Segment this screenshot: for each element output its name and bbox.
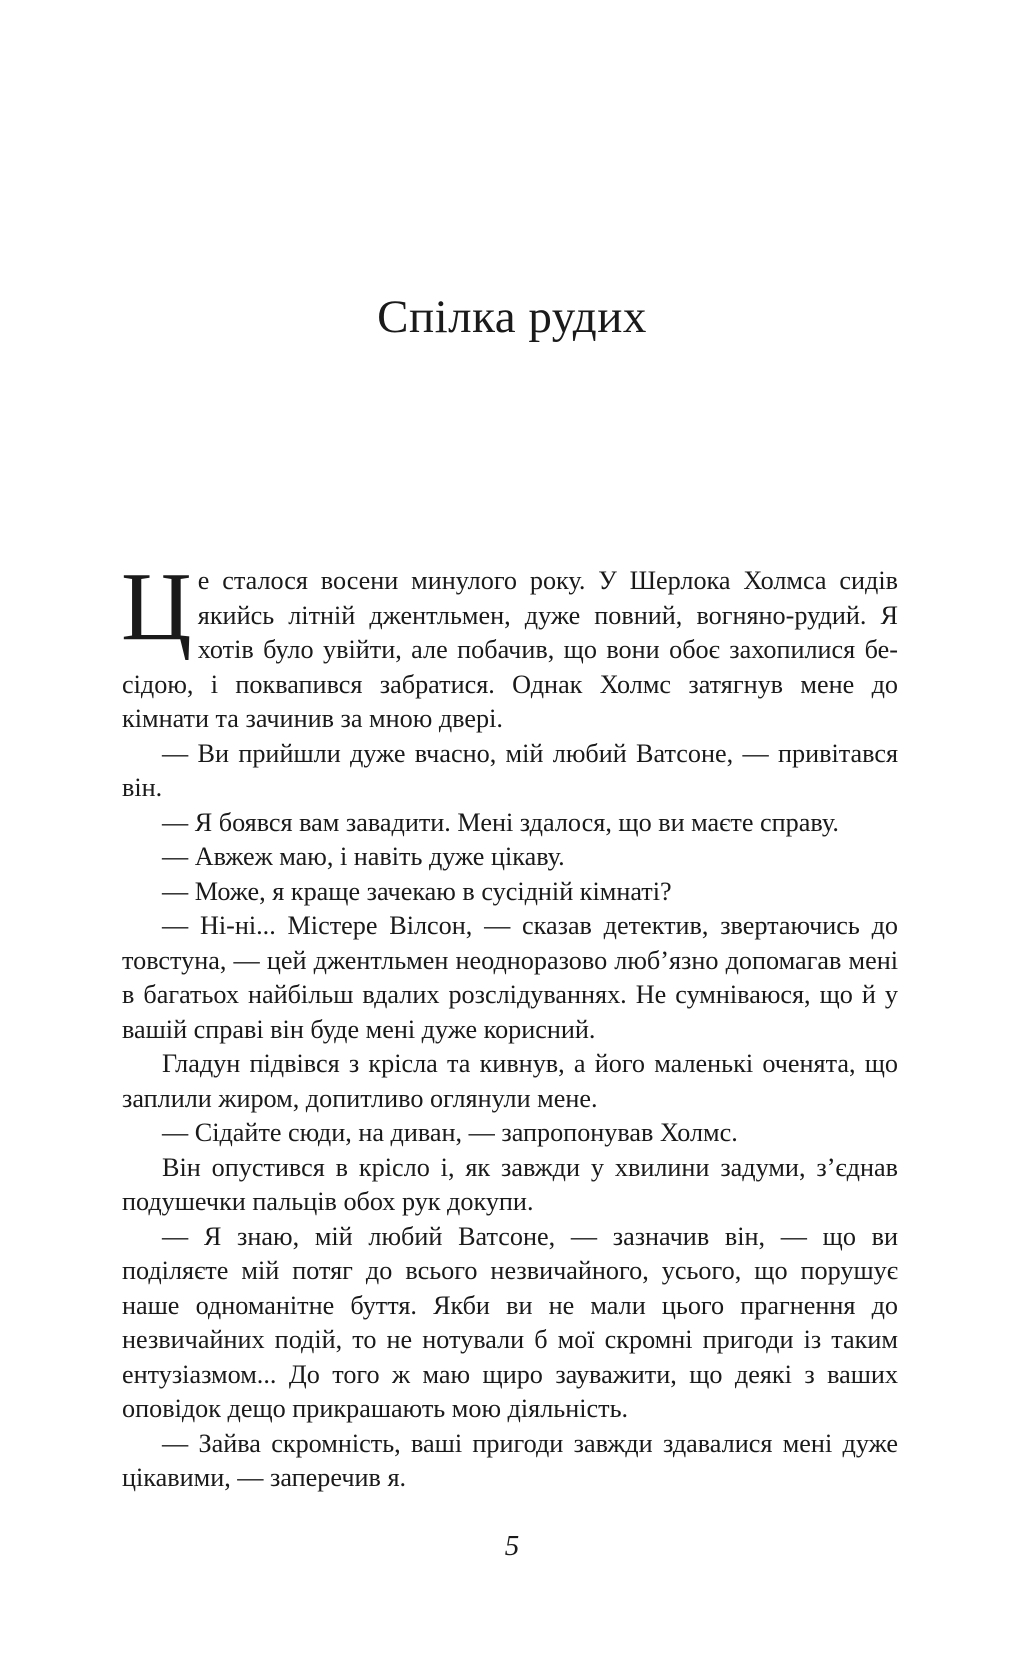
paragraph: — Ні-ні... Містере Вілсон, — сказав детектив, звертаючись до товстуна, — цей джентльмен неодноразово люб’язно допомагав мені в багатьох найбільш вдалих розслідуваннях. Не сумніваюся, що й у вашій справі він буде мені дуже корисний. [122, 911, 898, 1044]
drop-cap: Ц [121, 553, 192, 661]
chapter-title: Спілка рудих [377, 291, 647, 343]
page-number: 5 [504, 1530, 520, 1562]
paragraph: — Ви прийшли дуже вчасно, мій любий Ватсоне, — привітався він. [122, 738, 898, 802]
chapter-body [121, 553, 898, 1496]
paragraph [121, 553, 898, 737]
paragraph: Він опустився в крісло і, як завжди у хвилини задуми, з’єднав подушечки пальців обох рук докупи. [122, 1152, 898, 1216]
paragraph: — Зайва скромність, ваші пригоди завжди здавалися мені дуже цікавими, — заперечив я. [122, 1428, 898, 1492]
paragraph: — Я знаю, мій любий Ватсоне, — зазначив він, — що ви поділяєте мій потяг до всього незвичайного, усього, що порушує наше одноманітне буття. Якби ви не мали цього прагнення до незвичайних подій, то не нотували б мої скромні пригоди із таким ентузіазмом... До того ж маю щиро зауважити, що деякі з ваших оповідок дещо прикрашають мою діяльність. [122, 1221, 898, 1423]
paragraph: — Я боявся вам завадити. Мені здалося, що ви маєте справу. [162, 807, 839, 837]
paragraph: — Авжеж маю, і навіть дуже цікаву. [162, 842, 565, 871]
paragraph: — Сідайте сюди, на диван, — запропонував Холмс. [162, 1118, 738, 1147]
paragraph: — Може, я краще зачекаю в сусідній кімнаті? [162, 876, 672, 906]
paragraph: Гладун підвівся з крісла та кивнув, а його маленькі оченята, що заплили жиром, допитливо оглянули мене. [122, 1049, 898, 1113]
paragraph-text: е сталося восени минулого року. У Шерлока Холмса сидів якийсь літній джентльмен, дуже повний, вогняно-рудий. Я хотів було увійти, але побачив, що вони обоє захопилися бесідою, і поквапився забратися. Однак Холмс затягнув мене до кімнати та зачинив за мною двері. [122, 566, 898, 733]
